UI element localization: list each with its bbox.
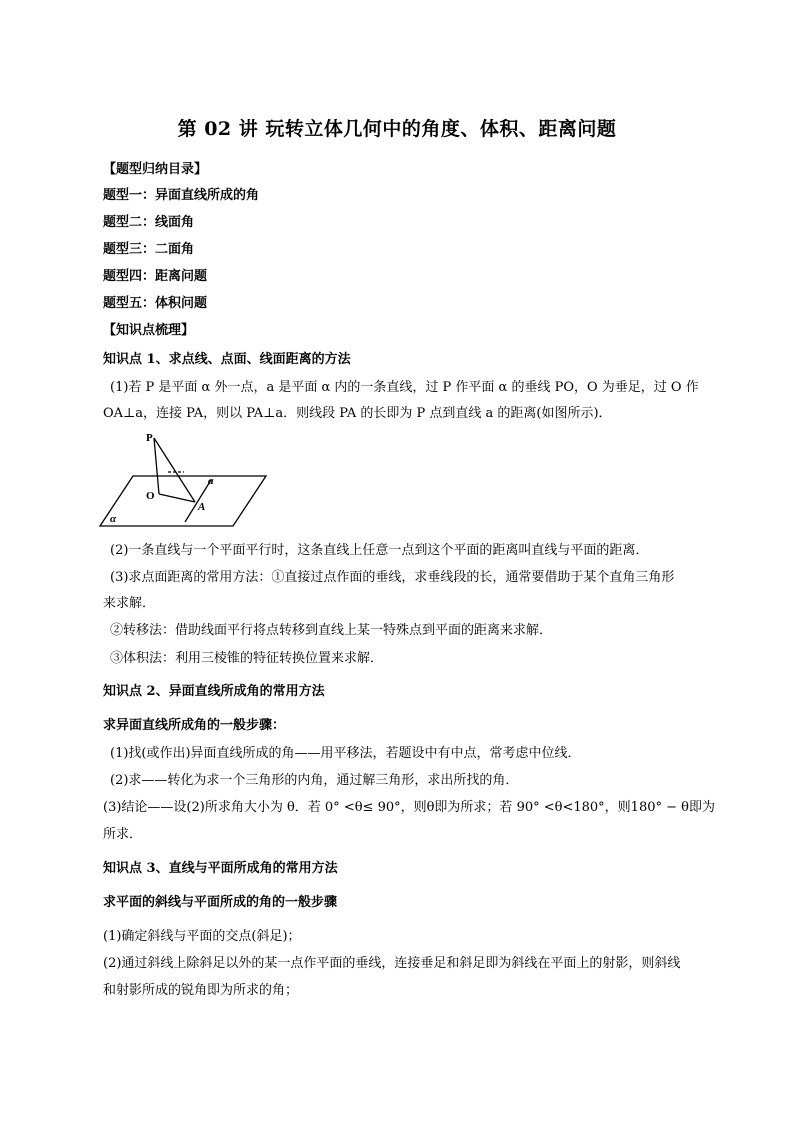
kp1-paragraph-3b: 来求解． xyxy=(103,596,156,611)
kp3-paragraph-2b: 和射影所成的锐角即为所求的角； xyxy=(103,983,299,998)
plane-distance-diagram xyxy=(98,428,278,532)
kp3-paragraph-2a: (2)通过斜线上除斜足以外的某一点作平面的垂线，连接垂足和斜足即为斜线在平面上的射影，则斜线 xyxy=(103,956,681,971)
label-O: O xyxy=(146,490,155,502)
toc-item: 题型一：异面直线所成的角 xyxy=(103,188,260,203)
kp2-paragraph-3b: 所求． xyxy=(103,827,143,842)
label-alpha: α xyxy=(110,513,117,525)
kp1-paragraph-4: ②转移法：借助线面平行将点转移到直线上某一特殊点到平面的距离来求解． xyxy=(110,623,553,638)
kp3-title: 知识点 3、直线与平面所成角的常用方法 xyxy=(103,861,338,876)
kp1-paragraph-3a: (3)求点面距离的常用方法：①直接过点作面的垂线，求垂线段的长，通常要借助于某个直角三角形 xyxy=(110,570,675,585)
kp3-paragraph-1: (1)确定斜线与平面的交点(斜足)； xyxy=(103,929,301,944)
kp1-paragraph-5: ③体积法：利用三棱锥的特征转换位置来求解． xyxy=(110,651,384,666)
kp1-paragraph-1b: OA⊥a，连接 PA，则以 PA⊥a．则线段 PA 的长即为 P 点到直线 a 的距离(如图所示)． xyxy=(103,406,612,421)
kp2-paragraph-3a: (3)结论——设(2)所求角大小为 θ．若 0° <θ≤ 90°，则θ即为所求；若 90° <θ<180°，则180° − θ即为 xyxy=(103,800,715,815)
segment-PA xyxy=(154,438,195,502)
label-P: P xyxy=(146,432,153,444)
label-A: A xyxy=(198,501,206,513)
toc-item: 题型二：线面角 xyxy=(103,215,195,230)
kp3-subtitle: 求平面的斜线与平面所成的角的一般步骤 xyxy=(103,895,338,910)
toc-item: 题型五：体积问题 xyxy=(103,296,208,311)
segment-OA xyxy=(159,494,195,502)
toc-item: 题型三：二面角 xyxy=(103,242,195,257)
kp2-subtitle: 求异面直线所成角的一般步骤： xyxy=(103,718,286,733)
knowledge-heading: 【知识点梳理】 xyxy=(103,323,195,338)
kp2-paragraph-2: (2)求——转化为求一个三角形的内角，通过解三角形，求出所找的角． xyxy=(110,773,519,788)
label-a: a xyxy=(208,475,214,487)
toc-heading: 【题型归纳目录】 xyxy=(103,162,208,177)
kp1-paragraph-2: (2)一条直线与一个平面平行时，这条直线上任意一点到这个平面的距离叫直线与平面的距离． xyxy=(110,543,649,558)
toc-item: 题型四：距离问题 xyxy=(103,269,208,284)
page-title: 第 02 讲 玩转立体几何中的角度、体积、距离问题 xyxy=(177,118,617,140)
kp1-title: 知识点 1、求点线、点面、线面距离的方法 xyxy=(103,352,351,367)
segment-PO xyxy=(154,438,159,494)
kp2-title: 知识点 2、异面直线所成角的常用方法 xyxy=(103,684,325,699)
kp1-paragraph-1a: (1)若 P 是平面 α 外一点，a 是平面 α 内的一条直线，过 P 作平面 α 的垂线 PO，O 为垂足，过 O 作 xyxy=(110,380,699,395)
kp2-paragraph-1: (1)找(或作出)异面直线所成的角——用平移法，若题设中有中点，常考虑中位线． xyxy=(110,746,581,761)
